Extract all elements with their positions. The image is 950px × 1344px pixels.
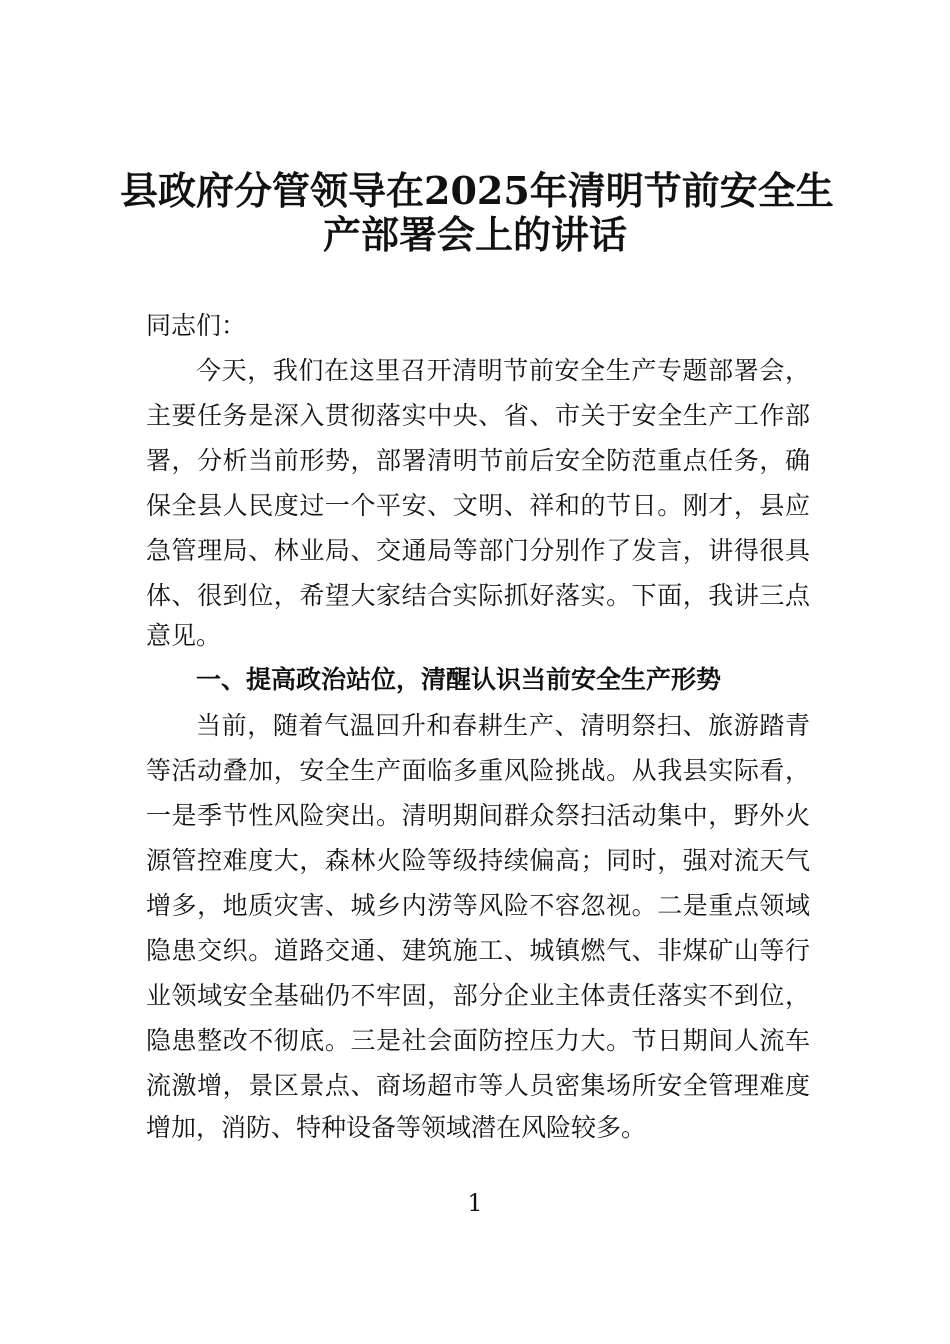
paragraph-2-line-7: 业领域安全基础仍不牢固，部分企业主体责任落实不到位， xyxy=(146,981,810,1010)
page-number: 1 xyxy=(467,1189,483,1217)
paragraph-2-line-10: 增加，消防、特种设备等领域潜在风险较多。 xyxy=(146,1113,647,1142)
paragraph-1-line-5: 急管理局、林业局、交通局等部门分别作了发言，讲得很具 xyxy=(146,536,810,565)
paragraph-2-line-9: 流激增，景区景点、商场超市等人员密集场所安全管理难度 xyxy=(146,1071,810,1100)
section-heading-1: 一、提高政治站位，清醒认识当前安全生产形势 xyxy=(196,665,722,694)
paragraph-2-line-1: 当前，随着气温回升和春耕生产、清明祭扫、旅游踏青 xyxy=(196,711,810,740)
paragraph-2-line-5: 增多，地质灾害、城乡内涝等风险不容忽视。二是重点领域 xyxy=(146,891,810,920)
paragraph-1-line-4: 保全县人民度过一个平安、文明、祥和的节日。刚才，县应 xyxy=(146,491,810,520)
paragraph-1-line-7: 意见。 xyxy=(146,621,222,650)
paragraph-2-line-6: 隐患交织。道路交通、建筑施工、城镇燃气、非煤矿山等行 xyxy=(146,936,810,965)
paragraph-1-line-2: 主要任务是深入贯彻落实中央、省、市关于安全生产工作部 xyxy=(146,401,810,430)
document-title-line-2: 产部署会上的讲话 xyxy=(322,212,627,257)
paragraph-1-line-6: 体、很到位，希望大家结合实际抓好落实。下面，我讲三点 xyxy=(146,581,810,610)
paragraph-1-line-1: 今天，我们在这里召开清明节前安全生产专题部署会， xyxy=(196,356,810,385)
paragraph-2-line-2: 等活动叠加，安全生产面临多重风险挑战。从我县实际看， xyxy=(146,756,810,785)
paragraph-2-line-8: 隐患整改不彻底。三是社会面防控压力大。节日期间人流车 xyxy=(146,1026,810,1055)
paragraph-2-line-3: 一是季节性风险突出。清明期间群众祭扫活动集中，野外火 xyxy=(146,801,810,830)
paragraph-1-line-3: 署，分析当前形势，部署清明节前后安全防范重点任务，确 xyxy=(146,446,810,475)
document-title-line-1: 县政府分管领导在2025年清明节前安全生 xyxy=(120,168,834,213)
paragraph-2-line-4: 源管控难度大，森林火险等级持续偏高；同时，强对流天气 xyxy=(146,846,810,875)
salutation: 同志们： xyxy=(146,311,247,340)
